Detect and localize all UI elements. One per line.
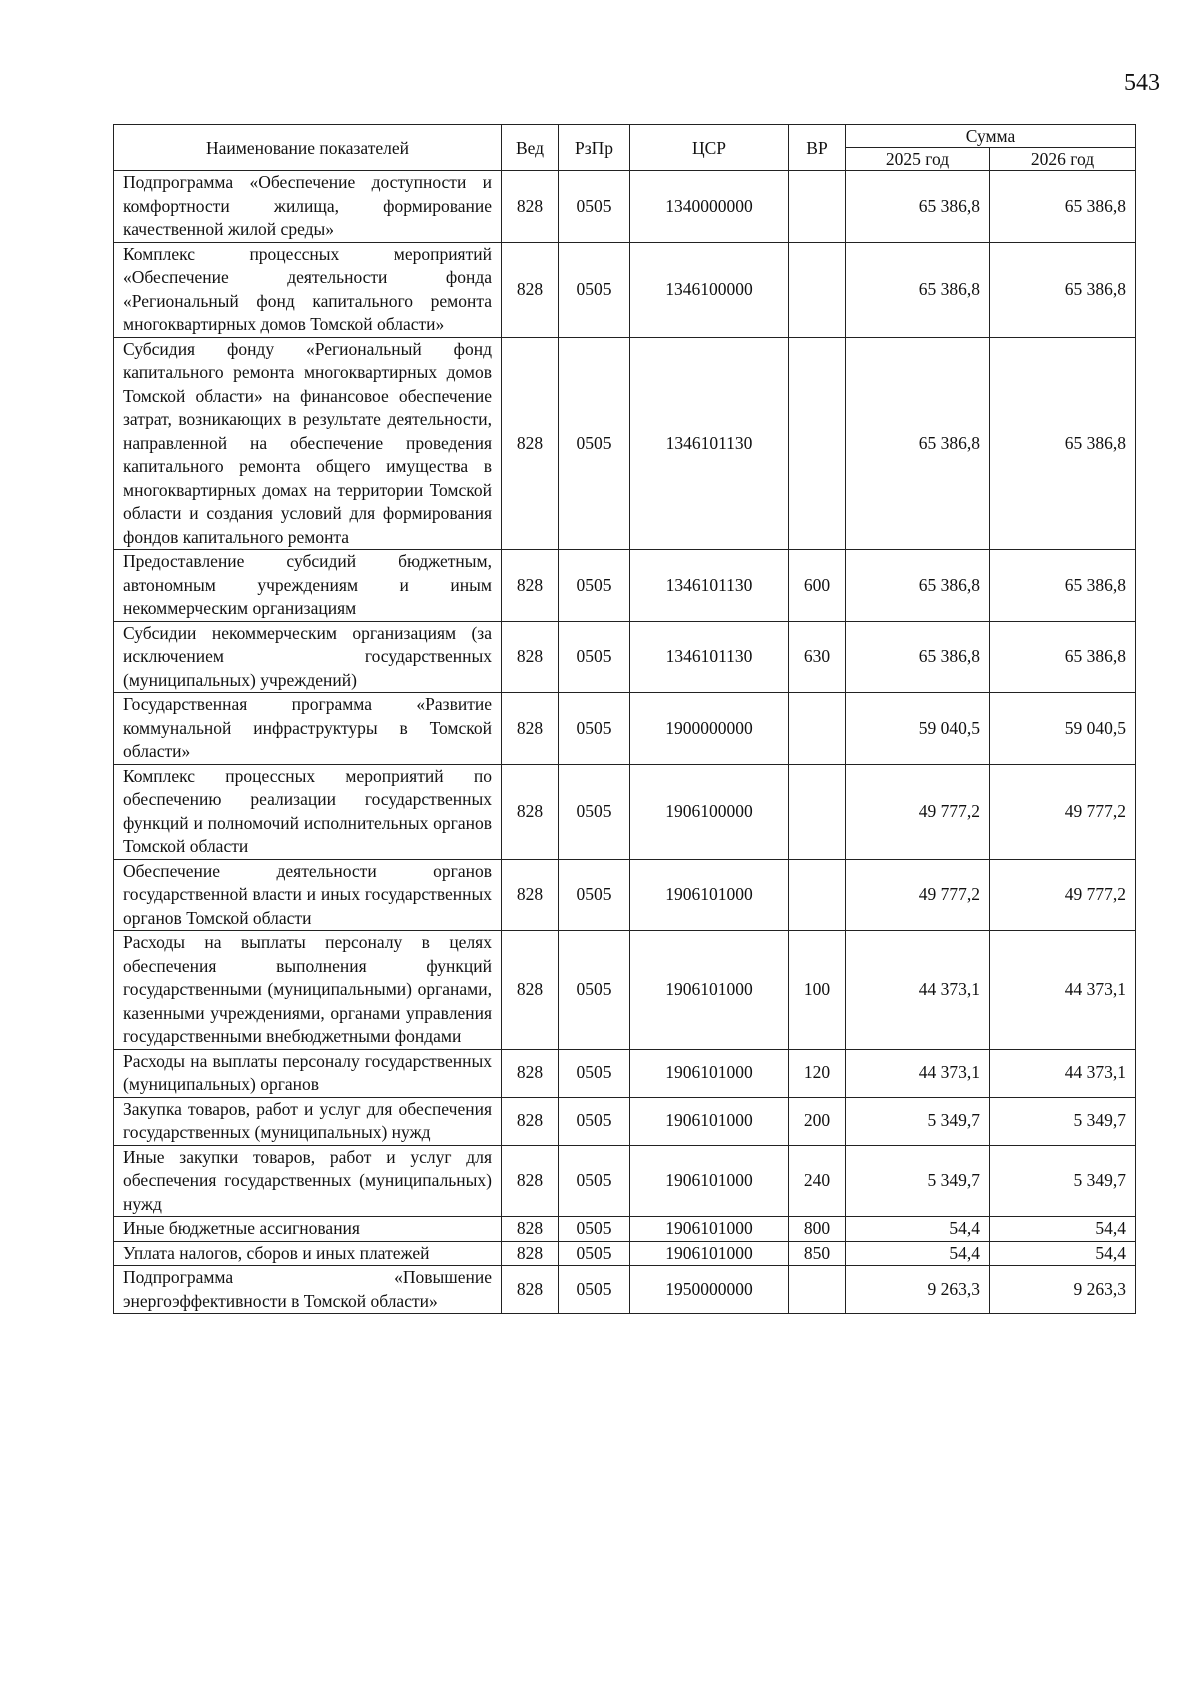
cell-sum-2025: 49 777,2 [846, 764, 990, 859]
budget-table [113, 124, 1136, 1314]
cell-name: Обеспечение деятельности органов государственной власти и иных государственных органов Томской области [114, 859, 502, 931]
header-row [114, 125, 1136, 148]
header-rzpr: РзПр [559, 125, 630, 171]
cell-sum-2026: 65 386,8 [990, 621, 1136, 693]
cell-sum-2026: 65 386,8 [990, 550, 1136, 622]
cell-ved: 828 [502, 1266, 559, 1314]
table-row [114, 693, 1136, 765]
cell-csr: 1346101130 [630, 337, 789, 550]
cell-sum-2025: 65 386,8 [846, 171, 990, 243]
cell-csr: 1346100000 [630, 242, 789, 337]
cell-rzpr: 0505 [559, 693, 630, 765]
cell-sum-2025: 65 386,8 [846, 621, 990, 693]
cell-rzpr: 0505 [559, 550, 630, 622]
cell-ved: 828 [502, 764, 559, 859]
cell-ved: 828 [502, 859, 559, 931]
table-body [114, 171, 1136, 1314]
cell-ved: 828 [502, 1097, 559, 1145]
cell-vr [789, 764, 846, 859]
cell-vr [789, 1266, 846, 1314]
header-csr: ЦСР [630, 125, 789, 171]
cell-name: Иные закупки товаров, работ и услуг для обеспечения государственных (муниципальных) нужд [114, 1145, 502, 1217]
table-row [114, 1217, 1136, 1242]
cell-csr: 1900000000 [630, 693, 789, 765]
cell-name: Предоставление субсидий бюджетным, автономным учреждениям и иным некоммерческим организациям [114, 550, 502, 622]
cell-name: Субсидии некоммерческим организациям (за исключением государственных (муниципальных) учреждений) [114, 621, 502, 693]
header-year-2026: 2026 год [990, 148, 1136, 171]
cell-ved: 828 [502, 1145, 559, 1217]
cell-vr [789, 859, 846, 931]
cell-vr: 600 [789, 550, 846, 622]
cell-csr: 1346101130 [630, 550, 789, 622]
cell-csr: 1950000000 [630, 1266, 789, 1314]
table-row [114, 764, 1136, 859]
cell-rzpr: 0505 [559, 1217, 630, 1242]
cell-csr: 1346101130 [630, 621, 789, 693]
table-row [114, 931, 1136, 1050]
cell-name: Расходы на выплаты персоналу в целях обеспечения выполнения функций государственными (муниципальными) органами, казенными учреждениями, органами управления государственными внебюджетными фондами [114, 931, 502, 1050]
header-vr: ВР [789, 125, 846, 171]
cell-rzpr: 0505 [559, 242, 630, 337]
cell-sum-2025: 9 263,3 [846, 1266, 990, 1314]
page-number: 543 [1124, 70, 1160, 96]
cell-rzpr: 0505 [559, 1266, 630, 1314]
cell-ved: 828 [502, 1217, 559, 1242]
cell-vr: 240 [789, 1145, 846, 1217]
cell-vr: 850 [789, 1241, 846, 1266]
cell-sum-2025: 5 349,7 [846, 1145, 990, 1217]
cell-vr [789, 242, 846, 337]
cell-sum-2025: 65 386,8 [846, 337, 990, 550]
cell-csr: 1906101000 [630, 1049, 789, 1097]
table-row [114, 1266, 1136, 1314]
cell-vr: 200 [789, 1097, 846, 1145]
cell-csr: 1906101000 [630, 1145, 789, 1217]
cell-ved: 828 [502, 693, 559, 765]
cell-sum-2026: 9 263,3 [990, 1266, 1136, 1314]
cell-vr [789, 693, 846, 765]
cell-name: Уплата налогов, сборов и иных платежей [114, 1241, 502, 1266]
cell-sum-2026: 65 386,8 [990, 171, 1136, 243]
table-row [114, 1145, 1136, 1217]
cell-name: Расходы на выплаты персоналу государственных (муниципальных) органов [114, 1049, 502, 1097]
cell-sum-2025: 59 040,5 [846, 693, 990, 765]
cell-sum-2025: 65 386,8 [846, 550, 990, 622]
cell-rzpr: 0505 [559, 931, 630, 1050]
cell-vr: 100 [789, 931, 846, 1050]
cell-vr: 120 [789, 1049, 846, 1097]
cell-name: Подпрограмма «Обеспечение доступности и комфортности жилища, формирование качественной жилой среды» [114, 171, 502, 243]
cell-sum-2025: 65 386,8 [846, 242, 990, 337]
table-row [114, 1049, 1136, 1097]
cell-vr: 630 [789, 621, 846, 693]
cell-csr: 1340000000 [630, 171, 789, 243]
cell-sum-2025: 5 349,7 [846, 1097, 990, 1145]
cell-name: Комплекс процессных мероприятий по обеспечению реализации государственных функций и полномочий исполнительных органов Томской области [114, 764, 502, 859]
cell-sum-2025: 44 373,1 [846, 1049, 990, 1097]
cell-sum-2026: 5 349,7 [990, 1097, 1136, 1145]
cell-csr: 1906101000 [630, 931, 789, 1050]
cell-sum-2026: 54,4 [990, 1217, 1136, 1242]
cell-sum-2026: 54,4 [990, 1241, 1136, 1266]
cell-name: Субсидия фонду «Региональный фонд капитального ремонта многоквартирных домов Томской области» на финансовое обеспечение затрат, возникающих в результате деятельности, направленной на обеспечение проведения капитального ремонта общего имущества в многоквартирных домах на территории Томской области и создания условий для формирования фондов капитального ремонта [114, 337, 502, 550]
cell-csr: 1906100000 [630, 764, 789, 859]
cell-vr: 800 [789, 1217, 846, 1242]
cell-name: Подпрограмма «Повышение энергоэффективности в Томской области» [114, 1266, 502, 1314]
table-row [114, 550, 1136, 622]
cell-ved: 828 [502, 171, 559, 243]
cell-vr [789, 337, 846, 550]
cell-rzpr: 0505 [559, 859, 630, 931]
cell-csr: 1906101000 [630, 859, 789, 931]
cell-sum-2025: 54,4 [846, 1217, 990, 1242]
cell-sum-2026: 65 386,8 [990, 242, 1136, 337]
cell-csr: 1906101000 [630, 1097, 789, 1145]
cell-rzpr: 0505 [559, 171, 630, 243]
cell-ved: 828 [502, 1241, 559, 1266]
cell-vr [789, 171, 846, 243]
cell-rzpr: 0505 [559, 1145, 630, 1217]
cell-sum-2025: 49 777,2 [846, 859, 990, 931]
cell-csr: 1906101000 [630, 1241, 789, 1266]
cell-sum-2025: 54,4 [846, 1241, 990, 1266]
cell-ved: 828 [502, 931, 559, 1050]
cell-sum-2026: 65 386,8 [990, 337, 1136, 550]
cell-sum-2026: 5 349,7 [990, 1145, 1136, 1217]
cell-rzpr: 0505 [559, 1049, 630, 1097]
cell-sum-2026: 49 777,2 [990, 764, 1136, 859]
table-header [114, 125, 1136, 171]
header-year-2025: 2025 год [846, 148, 990, 171]
cell-rzpr: 0505 [559, 1241, 630, 1266]
table-row [114, 621, 1136, 693]
table-row [114, 1097, 1136, 1145]
cell-ved: 828 [502, 550, 559, 622]
table-row [114, 171, 1136, 243]
cell-ved: 828 [502, 621, 559, 693]
cell-rzpr: 0505 [559, 764, 630, 859]
cell-sum-2026: 44 373,1 [990, 1049, 1136, 1097]
cell-sum-2026: 59 040,5 [990, 693, 1136, 765]
cell-name: Комплекс процессных мероприятий «Обеспечение деятельности фонда «Региональный фонд капитального ремонта многоквартирных домов Томской области» [114, 242, 502, 337]
cell-csr: 1906101000 [630, 1217, 789, 1242]
cell-rzpr: 0505 [559, 337, 630, 550]
cell-sum-2025: 44 373,1 [846, 931, 990, 1050]
cell-name: Закупка товаров, работ и услуг для обеспечения государственных (муниципальных) нужд [114, 1097, 502, 1145]
table-row [114, 337, 1136, 550]
header-sum: Сумма [846, 125, 1136, 148]
cell-rzpr: 0505 [559, 1097, 630, 1145]
table-row [114, 859, 1136, 931]
cell-name: Иные бюджетные ассигнования [114, 1217, 502, 1242]
cell-name: Государственная программа «Развитие коммунальной инфраструктуры в Томской области» [114, 693, 502, 765]
header-ved: Вед [502, 125, 559, 171]
cell-rzpr: 0505 [559, 621, 630, 693]
cell-ved: 828 [502, 337, 559, 550]
cell-ved: 828 [502, 1049, 559, 1097]
cell-sum-2026: 49 777,2 [990, 859, 1136, 931]
table-row [114, 1241, 1136, 1266]
cell-sum-2026: 44 373,1 [990, 931, 1136, 1050]
table-row [114, 242, 1136, 337]
cell-ved: 828 [502, 242, 559, 337]
header-name: Наименование показателей [114, 125, 502, 171]
